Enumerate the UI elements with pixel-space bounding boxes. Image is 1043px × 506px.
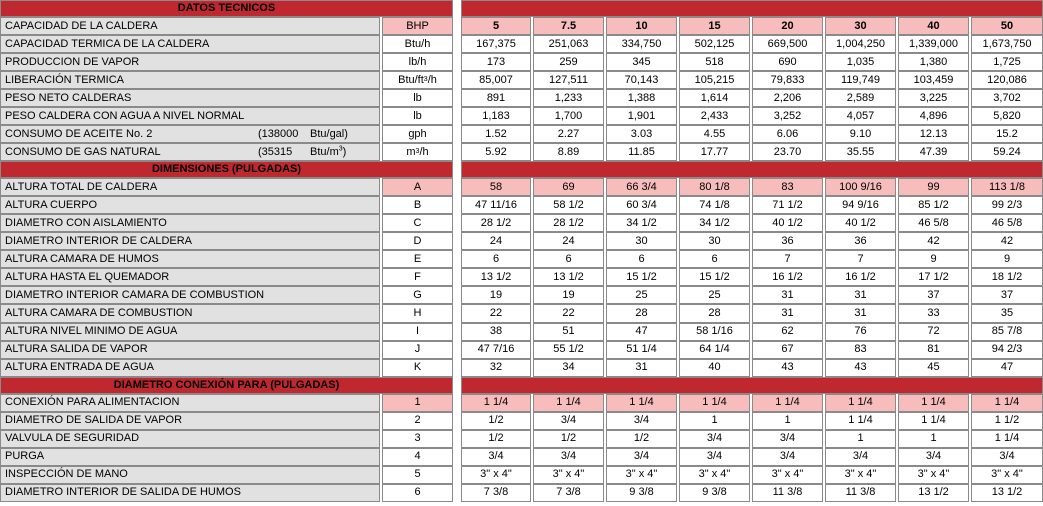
value-cell: 3/4 xyxy=(971,448,1043,466)
value-cell: 105,215 xyxy=(679,71,750,89)
value-cell: 47.39 xyxy=(898,143,969,161)
value-cell: 1,614 xyxy=(679,89,750,107)
value-cell: 40 1/2 xyxy=(825,214,896,232)
value-cell: 55 1/2 xyxy=(533,341,604,359)
value-cell: 25 xyxy=(679,286,750,304)
column-gap xyxy=(455,286,459,304)
value-cell: 167,375 xyxy=(461,35,531,53)
value-cell: 20 xyxy=(752,17,823,35)
value-cell: 3" x 4" xyxy=(825,466,896,484)
row-label: ALTURA NIVEL MINIMO DE AGUA xyxy=(0,323,380,341)
row-label: ALTURA SALIDA DE VAPOR xyxy=(0,341,380,359)
value-cell: 83 xyxy=(825,341,896,359)
row-label: ALTURA CAMARA DE COMBUSTION xyxy=(0,304,380,322)
value-cell: 19 xyxy=(533,286,604,304)
section-header-bar xyxy=(461,0,1043,17)
value-cell: 1,673,750 xyxy=(971,35,1043,53)
value-cell: 1/2 xyxy=(533,430,604,448)
value-cell: 62 xyxy=(752,323,823,341)
value-cell: 6 xyxy=(461,250,531,268)
value-cell: 85 7/8 xyxy=(971,323,1043,341)
value-cell: 7 3/8 xyxy=(461,484,531,502)
value-cell: 3,252 xyxy=(752,107,823,125)
value-cell: 1 1/4 xyxy=(533,394,604,412)
row-label-text: CONSUMO DE ACEITE No. 2 xyxy=(5,127,153,140)
value-cell: 3" x 4" xyxy=(898,466,969,484)
value-cell: 17.77 xyxy=(679,143,750,161)
row-label: INSPECCIÓN DE MANO xyxy=(0,466,380,484)
value-cell: 46 5/8 xyxy=(971,214,1043,232)
row-unit: lb xyxy=(382,107,453,125)
value-cell: 50 xyxy=(971,17,1043,35)
value-cell: 1 xyxy=(752,412,823,430)
column-gap xyxy=(455,341,459,359)
value-cell: 28 1/2 xyxy=(461,214,531,232)
value-cell: 1 1/2 xyxy=(971,412,1043,430)
value-cell: 30 xyxy=(679,232,750,250)
section-header: DIAMETRO CONEXIÓN PARA (PULGADAS) xyxy=(0,377,453,394)
value-cell: 15.2 xyxy=(971,125,1043,143)
value-cell: 28 xyxy=(679,304,750,322)
value-cell: 85 1/2 xyxy=(898,196,969,214)
value-cell: 7 3/8 xyxy=(533,484,604,502)
value-cell: 1,388 xyxy=(606,89,677,107)
row-unit: I xyxy=(382,323,453,341)
column-gap xyxy=(455,143,459,161)
column-gap xyxy=(455,35,459,53)
value-cell: 51 1/4 xyxy=(606,341,677,359)
value-cell: 6 xyxy=(606,250,677,268)
value-cell: 40 1/2 xyxy=(752,214,823,232)
value-cell: 173 xyxy=(461,53,531,71)
value-cell: 100 9/16 xyxy=(825,178,896,196)
row-label: CONEXIÓN PARA ALIMENTACION xyxy=(0,394,380,412)
value-cell: 36 xyxy=(825,232,896,250)
value-cell: 70,143 xyxy=(606,71,677,89)
value-cell: 40 xyxy=(898,17,969,35)
column-gap xyxy=(455,0,459,17)
value-cell: 67 xyxy=(752,341,823,359)
value-cell: 58 1/2 xyxy=(533,196,604,214)
value-cell: 36 xyxy=(752,232,823,250)
column-gap xyxy=(455,377,459,394)
value-cell: 1 1/4 xyxy=(898,394,969,412)
row-unit: gph xyxy=(382,125,453,143)
value-cell: 120,086 xyxy=(971,71,1043,89)
value-cell: 47 11/16 xyxy=(461,196,531,214)
value-cell: 85,007 xyxy=(461,71,531,89)
value-cell: 13 1/2 xyxy=(461,268,531,286)
value-cell: 5,820 xyxy=(971,107,1043,125)
row-label: CAPACIDAD DE LA CALDERA xyxy=(0,17,380,35)
value-cell: 71 1/2 xyxy=(752,196,823,214)
value-cell: 16 1/2 xyxy=(752,268,823,286)
value-cell: 35 xyxy=(971,304,1043,322)
value-cell: 3" x 4" xyxy=(679,466,750,484)
row-unit: A xyxy=(382,178,453,196)
row-label: DIAMETRO DE SALIDA DE VAPOR xyxy=(0,412,380,430)
value-cell: 1 1/4 xyxy=(971,394,1043,412)
value-cell: 1 1/4 xyxy=(825,412,896,430)
value-cell: 3/4 xyxy=(679,448,750,466)
value-cell: 1,700 xyxy=(533,107,604,125)
section-header: DIMENSIONES (PULGADAS) xyxy=(0,161,453,178)
value-cell: 3/4 xyxy=(825,448,896,466)
row-unit: lb xyxy=(382,89,453,107)
value-cell: 31 xyxy=(752,286,823,304)
value-cell: 1/2 xyxy=(606,430,677,448)
value-cell: 1,380 xyxy=(898,53,969,71)
value-cell: 34 1/2 xyxy=(606,214,677,232)
value-cell: 7 xyxy=(752,250,823,268)
value-cell: 1,901 xyxy=(606,107,677,125)
value-cell: 69 xyxy=(533,178,604,196)
value-cell: 1,233 xyxy=(533,89,604,107)
value-cell: 9 xyxy=(971,250,1043,268)
row-label: ALTURA CUERPO xyxy=(0,196,380,214)
value-cell: 3.03 xyxy=(606,125,677,143)
value-cell: 1 xyxy=(898,430,969,448)
row-label: CAPACIDAD TERMICA DE LA CALDERA xyxy=(0,35,380,53)
value-cell: 76 xyxy=(825,323,896,341)
value-cell: 24 xyxy=(533,232,604,250)
value-cell: 1 1/4 xyxy=(752,394,823,412)
row-label-extra2: Btu/gal) xyxy=(310,127,348,140)
value-cell: 3/4 xyxy=(679,430,750,448)
row-label: ALTURA HASTA EL QUEMADOR xyxy=(0,268,380,286)
row-label: PRODUCCION DE VAPOR xyxy=(0,53,380,71)
row-unit: BHP xyxy=(382,17,453,35)
value-cell: 1 1/4 xyxy=(825,394,896,412)
row-unit: 3 xyxy=(382,430,453,448)
value-cell: 18 1/2 xyxy=(971,268,1043,286)
value-cell: 1,183 xyxy=(461,107,531,125)
column-gap xyxy=(455,484,459,502)
value-cell: 31 xyxy=(606,359,677,377)
value-cell: 19 xyxy=(461,286,531,304)
value-cell: 1 1/4 xyxy=(971,430,1043,448)
value-cell: 59.24 xyxy=(971,143,1043,161)
value-cell: 12.13 xyxy=(898,125,969,143)
value-cell: 1 1/4 xyxy=(898,412,969,430)
column-gap xyxy=(455,448,459,466)
value-cell: 30 xyxy=(606,232,677,250)
value-cell: 22 xyxy=(533,304,604,322)
row-unit: G xyxy=(382,286,453,304)
value-cell: 259 xyxy=(533,53,604,71)
value-cell: 33 xyxy=(898,304,969,322)
row-unit: H xyxy=(382,304,453,322)
value-cell: 1,035 xyxy=(825,53,896,71)
value-cell: 5.92 xyxy=(461,143,531,161)
value-cell: 1,339,000 xyxy=(898,35,969,53)
value-cell: 1/2 xyxy=(461,412,531,430)
value-cell: 113 1/8 xyxy=(971,178,1043,196)
value-cell: 79,833 xyxy=(752,71,823,89)
value-cell: 28 xyxy=(606,304,677,322)
value-cell: 334,750 xyxy=(606,35,677,53)
value-cell: 119,749 xyxy=(825,71,896,89)
row-unit: D xyxy=(382,232,453,250)
value-cell: 47 7/16 xyxy=(461,341,531,359)
value-cell: 1 1/4 xyxy=(606,394,677,412)
section-header: DATOS TECNICOS xyxy=(0,0,453,17)
value-cell: 2.27 xyxy=(533,125,604,143)
row-label: ALTURA CAMARA DE HUMOS xyxy=(0,250,380,268)
value-cell: 37 xyxy=(971,286,1043,304)
column-gap xyxy=(455,430,459,448)
column-gap xyxy=(455,466,459,484)
value-cell: 3" x 4" xyxy=(752,466,823,484)
value-cell: 1 1/4 xyxy=(461,394,531,412)
value-cell: 47 xyxy=(971,359,1043,377)
value-cell: 1 1/4 xyxy=(679,394,750,412)
row-unit: lb/h xyxy=(382,53,453,71)
value-cell: 3/4 xyxy=(533,448,604,466)
row-unit: K xyxy=(382,359,453,377)
value-cell: 16 1/2 xyxy=(825,268,896,286)
value-cell: 127,511 xyxy=(533,71,604,89)
value-cell: 99 2/3 xyxy=(971,196,1043,214)
value-cell: 51 xyxy=(533,323,604,341)
row-label: ALTURA ENTRADA DE AGUA xyxy=(0,359,380,377)
value-cell: 31 xyxy=(752,304,823,322)
row-label xyxy=(0,143,380,161)
value-cell: 45 xyxy=(898,359,969,377)
column-gap xyxy=(455,250,459,268)
column-gap xyxy=(455,412,459,430)
value-cell: 15 1/2 xyxy=(606,268,677,286)
value-cell: 518 xyxy=(679,53,750,71)
value-cell: 3/4 xyxy=(533,412,604,430)
value-cell: 31 xyxy=(825,304,896,322)
value-cell: 4.55 xyxy=(679,125,750,143)
column-gap xyxy=(455,89,459,107)
column-gap xyxy=(455,323,459,341)
value-cell: 6 xyxy=(533,250,604,268)
row-label-text: CONSUMO DE GAS NATURAL xyxy=(5,145,161,158)
row-label xyxy=(0,125,380,143)
value-cell: 7 xyxy=(825,250,896,268)
row-unit: B xyxy=(382,196,453,214)
value-cell: 60 3/4 xyxy=(606,196,677,214)
value-cell: 9 3/8 xyxy=(606,484,677,502)
value-cell: 64 1/4 xyxy=(679,341,750,359)
value-cell: 13 1/2 xyxy=(898,484,969,502)
value-cell: 502,125 xyxy=(679,35,750,53)
value-cell: 251,063 xyxy=(533,35,604,53)
column-gap xyxy=(455,232,459,250)
value-cell: 47 xyxy=(606,323,677,341)
row-unit: 6 xyxy=(382,484,453,502)
row-label: ALTURA TOTAL DE CALDERA xyxy=(0,178,380,196)
value-cell: 13 1/2 xyxy=(971,484,1043,502)
row-label: VALVULA DE SEGURIDAD xyxy=(0,430,380,448)
column-gap xyxy=(455,53,459,71)
row-unit: 4 xyxy=(382,448,453,466)
value-cell: 3/4 xyxy=(606,448,677,466)
row-label: DIAMETRO INTERIOR DE SALIDA DE HUMOS xyxy=(0,484,380,502)
value-cell: 3/4 xyxy=(752,430,823,448)
column-gap xyxy=(455,71,459,89)
column-gap xyxy=(455,125,459,143)
column-gap xyxy=(455,107,459,125)
section-header-bar xyxy=(461,161,1043,178)
row-unit: 5 xyxy=(382,466,453,484)
row-label-extra: (35315 xyxy=(258,145,293,158)
value-cell: 669,500 xyxy=(752,35,823,53)
row-label: DIAMETRO INTERIOR DE CALDERA xyxy=(0,232,380,250)
value-cell: 43 xyxy=(825,359,896,377)
value-cell: 1/2 xyxy=(461,430,531,448)
row-unit: m 3 /h xyxy=(382,143,453,161)
value-cell: 15 xyxy=(679,17,750,35)
value-cell: 42 xyxy=(898,232,969,250)
value-cell: 11 3/8 xyxy=(825,484,896,502)
value-cell: 7.5 xyxy=(533,17,604,35)
row-unit: E xyxy=(382,250,453,268)
row-unit: C xyxy=(382,214,453,232)
value-cell: 2,589 xyxy=(825,89,896,107)
value-cell: 3" x 4" xyxy=(606,466,677,484)
value-cell: 3" x 4" xyxy=(461,466,531,484)
value-cell: 46 5/8 xyxy=(898,214,969,232)
row-unit: 2 xyxy=(382,412,453,430)
column-gap xyxy=(455,304,459,322)
value-cell: 66 3/4 xyxy=(606,178,677,196)
value-cell: 80 1/8 xyxy=(679,178,750,196)
value-cell: 28 1/2 xyxy=(533,214,604,232)
value-cell: 34 1/2 xyxy=(679,214,750,232)
value-cell: 58 1/16 xyxy=(679,323,750,341)
value-cell: 4,057 xyxy=(825,107,896,125)
value-cell: 13 1/2 xyxy=(533,268,604,286)
value-cell: 4,896 xyxy=(898,107,969,125)
value-cell: 74 1/8 xyxy=(679,196,750,214)
value-cell: 42 xyxy=(971,232,1043,250)
column-gap xyxy=(455,161,459,178)
row-unit: Btu/ft 3 /h xyxy=(382,71,453,89)
value-cell: 99 xyxy=(898,178,969,196)
value-cell: 9 xyxy=(898,250,969,268)
row-label: LIBERACIÓN TERMICA xyxy=(0,71,380,89)
row-label: PESO CALDERA CON AGUA A NIVEL NORMAL xyxy=(0,107,380,125)
column-gap xyxy=(455,394,459,412)
value-cell: 32 xyxy=(461,359,531,377)
value-cell: 1.52 xyxy=(461,125,531,143)
value-cell: 43 xyxy=(752,359,823,377)
value-cell: 3" x 4" xyxy=(971,466,1043,484)
column-gap xyxy=(455,196,459,214)
value-cell: 38 xyxy=(461,323,531,341)
column-gap xyxy=(455,178,459,196)
value-cell: 34 xyxy=(533,359,604,377)
value-cell: 23.70 xyxy=(752,143,823,161)
value-cell: 31 xyxy=(825,286,896,304)
value-cell: 345 xyxy=(606,53,677,71)
value-cell: 25 xyxy=(606,286,677,304)
value-cell: 103,459 xyxy=(898,71,969,89)
section-header-bar xyxy=(461,377,1043,394)
value-cell: 72 xyxy=(898,323,969,341)
value-cell: 1 xyxy=(679,412,750,430)
value-cell: 9.10 xyxy=(825,125,896,143)
value-cell: 6 xyxy=(679,250,750,268)
value-cell: 40 xyxy=(679,359,750,377)
row-label: PESO NETO CALDERAS xyxy=(0,89,380,107)
value-cell: 1 xyxy=(825,430,896,448)
value-cell: 3,702 xyxy=(971,89,1043,107)
value-cell: 8.89 xyxy=(533,143,604,161)
row-unit: 1 xyxy=(382,394,453,412)
row-unit: F xyxy=(382,268,453,286)
value-cell: 24 xyxy=(461,232,531,250)
column-gap xyxy=(455,268,459,286)
row-label-extra: (138000 xyxy=(258,127,299,140)
value-cell: 17 1/2 xyxy=(898,268,969,286)
value-cell: 94 2/3 xyxy=(971,341,1043,359)
value-cell: 690 xyxy=(752,53,823,71)
value-cell: 891 xyxy=(461,89,531,107)
value-cell: 11 3/8 xyxy=(752,484,823,502)
value-cell: 3" x 4" xyxy=(533,466,604,484)
value-cell: 22 xyxy=(461,304,531,322)
value-cell: 11.85 xyxy=(606,143,677,161)
row-label-extra2: Btu/$m^3$) xyxy=(310,145,347,158)
column-gap xyxy=(455,17,459,35)
value-cell: 30 xyxy=(825,17,896,35)
value-cell: 37 xyxy=(898,286,969,304)
value-cell: 3/4 xyxy=(898,448,969,466)
row-label: DIAMETRO INTERIOR CAMARA DE COMBUSTION xyxy=(0,286,380,304)
value-cell: 35.55 xyxy=(825,143,896,161)
value-cell: 3/4 xyxy=(752,448,823,466)
value-cell: 1,725 xyxy=(971,53,1043,71)
column-gap xyxy=(455,214,459,232)
value-cell: 81 xyxy=(898,341,969,359)
value-cell: 6.06 xyxy=(752,125,823,143)
value-cell: 10 xyxy=(606,17,677,35)
row-label: DIAMETRO CON AISLAMIENTO xyxy=(0,214,380,232)
value-cell: 83 xyxy=(752,178,823,196)
row-unit: J xyxy=(382,341,453,359)
value-cell: 9 3/8 xyxy=(679,484,750,502)
value-cell: 58 xyxy=(461,178,531,196)
value-cell: 1,004,250 xyxy=(825,35,896,53)
value-cell: 2,433 xyxy=(679,107,750,125)
value-cell: 2,206 xyxy=(752,89,823,107)
value-cell: 3/4 xyxy=(606,412,677,430)
column-gap xyxy=(455,359,459,377)
value-cell: 3,225 xyxy=(898,89,969,107)
value-cell: 94 9/16 xyxy=(825,196,896,214)
row-label: PURGA xyxy=(0,448,380,466)
value-cell: 5 xyxy=(461,17,531,35)
row-unit: Btu/h xyxy=(382,35,453,53)
value-cell: 15 1/2 xyxy=(679,268,750,286)
value-cell: 3/4 xyxy=(461,448,531,466)
